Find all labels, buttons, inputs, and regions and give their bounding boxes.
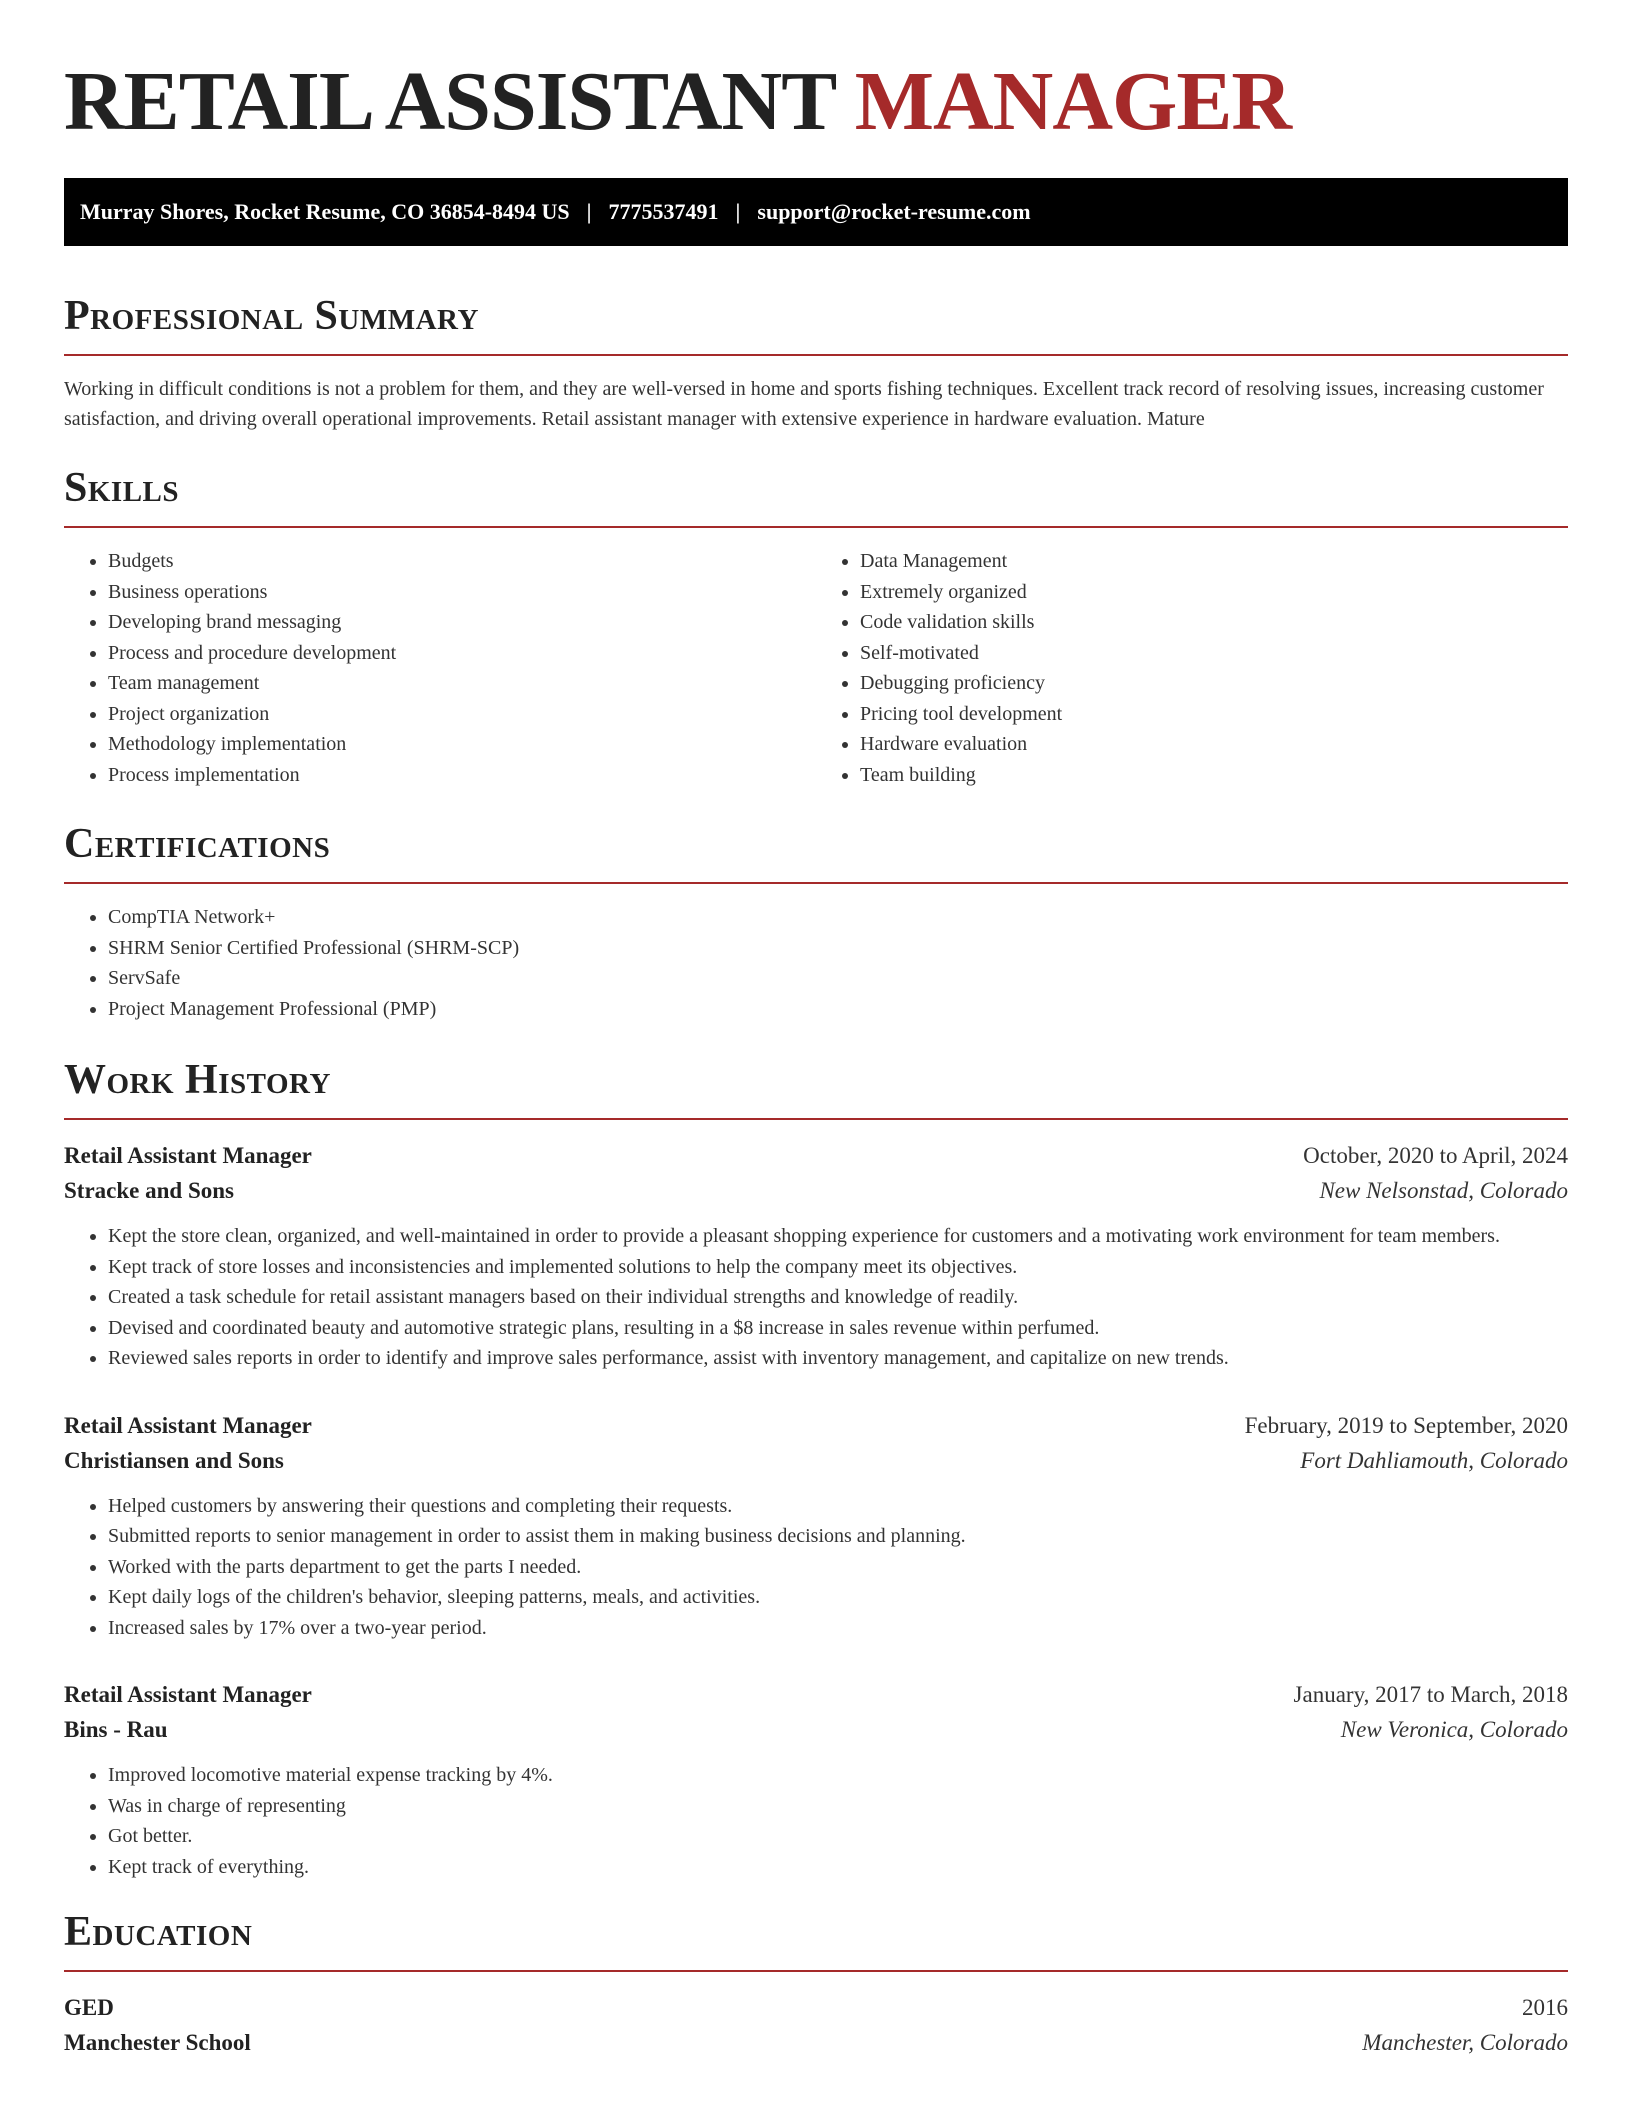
certification-item: • Project Management Professional (PMP) [108, 994, 1568, 1025]
skills-section [64, 462, 1568, 790]
education-year: 2016 [1522, 1995, 1568, 2020]
contact-separator: | [586, 199, 592, 224]
job-dates: February, 2019 to September, 2020 [1244, 1412, 1568, 1438]
skill-item: • Team management [108, 668, 816, 699]
job-company: Bins - Rau [64, 1717, 168, 1742]
job-duty: • Kept the store clean, organized, and well-maintained in order to provide a pleasant shopping experience for customers and a motivating work environment for team members. [108, 1221, 1568, 1252]
job-duty: • Increased sales by 17% over a two-year period. [108, 1613, 1568, 1644]
section-divider [64, 1970, 1568, 1972]
title-accent: MANAGER [854, 55, 1292, 148]
work-history-heading: Work History [64, 1057, 331, 1103]
job-company: Stracke and Sons [64, 1178, 234, 1203]
job-duty: • Created a task schedule for retail assistant managers based on their individual strengths and knowledge of readily. [108, 1282, 1568, 1313]
skills-heading: Skills [64, 465, 180, 511]
education-school-row [64, 2025, 1568, 2060]
skills-columns [64, 546, 1568, 790]
contact-phone: 7775537491 [608, 199, 719, 224]
education-location: Manchester, Colorado [1362, 2030, 1568, 2055]
job-header-row [64, 1677, 1568, 1712]
section-divider [64, 526, 1568, 528]
job-header-row [64, 1408, 1568, 1443]
skill-item: • Extremely organized [860, 577, 1568, 608]
education-heading: Education [64, 1909, 253, 1955]
skill-item: • Code validation skills [860, 607, 1568, 638]
job-duty: • Got better. [108, 1821, 1568, 1852]
education-degree: GED [64, 1995, 114, 2020]
summary-section [64, 290, 1568, 434]
contact-separator: | [735, 199, 741, 224]
job-title: Retail Assistant Manager [64, 1143, 312, 1168]
contact-address: Murray Shores, Rocket Resume, CO 36854-8494 US [80, 199, 570, 224]
job-entry [64, 1138, 1568, 1374]
job-dates: January, 2017 to March, 2018 [1293, 1682, 1568, 1707]
job-duty: • Devised and coordinated beauty and automotive strategic plans, resulting in a $8 increase in sales revenue within perfumed. [108, 1313, 1568, 1344]
job-duty: • Kept daily logs of the children's behavior, sleeping patterns, meals, and activities. [108, 1582, 1568, 1613]
job-duty: • Helped customers by answering their questions and completing their requests. [108, 1491, 1568, 1522]
skill-item: • Business operations [108, 577, 816, 608]
certification-item: • CompTIA Network+ [108, 902, 1568, 933]
certification-item: • ServSafe [108, 963, 1568, 994]
skill-item: • Pricing tool development [860, 699, 1568, 730]
job-title: Retail Assistant Manager [64, 1412, 312, 1438]
job-duty: • Kept track of store losses and inconsistencies and implemented solutions to help the company meet its objectives. [108, 1252, 1568, 1283]
job-header-row [64, 1138, 1568, 1173]
job-dates: October, 2020 to April, 2024 [1303, 1143, 1568, 1168]
job-duties-list [64, 1760, 1568, 1882]
skill-item: • Process implementation [108, 760, 816, 791]
skill-item: • Team building [860, 760, 1568, 791]
certifications-list [64, 902, 1568, 1024]
job-duty: • Worked with the parts department to get the parts I needed. [108, 1552, 1568, 1583]
skills-list-left [64, 546, 816, 790]
summary-text: Working in difficult conditions is not a problem for them, and they are well-versed in home and sports fishing techniques. Excellent track record of resolving issues, increasing customer satisfaction, and driving overall operational improvements. Retail assistant manager with extensive experience in hardware evaluation. Mature [64, 378, 1544, 430]
title-main: RETAIL ASSISTANT [64, 55, 835, 148]
skill-item: • Process and procedure development [108, 638, 816, 669]
job-title: Retail Assistant Manager [64, 1682, 312, 1707]
work-history-section [64, 1054, 1568, 1882]
education-degree-row [64, 1990, 1568, 2025]
skill-item: • Methodology implementation [108, 729, 816, 760]
job-company-row [64, 1443, 1568, 1478]
job-company-row [64, 1173, 1568, 1208]
summary-heading: Professional Summary [64, 293, 479, 339]
job-location: New Nelsonstad, Colorado [1319, 1178, 1568, 1203]
education-section [64, 1906, 1568, 2060]
job-duty: • Submitted reports to senior management in order to assist them in making business decisions and planning. [108, 1521, 1568, 1552]
section-divider [64, 882, 1568, 884]
certifications-heading: Certifications [64, 821, 331, 867]
job-entry [64, 1677, 1568, 1882]
job-duty: • Kept track of everything. [108, 1852, 1568, 1883]
section-divider [64, 354, 1568, 356]
job-entry [64, 1408, 1568, 1644]
certification-item: • SHRM Senior Certified Professional (SHRM-SCP) [108, 933, 1568, 964]
skills-list-right [816, 546, 1568, 790]
skill-item: • Developing brand messaging [108, 607, 816, 638]
job-duties-list [64, 1221, 1568, 1374]
resume-title [64, 52, 1568, 152]
skill-item: • Hardware evaluation [860, 729, 1568, 760]
skill-item: • Budgets [108, 546, 816, 577]
skill-item: • Self-motivated [860, 638, 1568, 669]
job-location: New Veronica, Colorado [1340, 1717, 1568, 1742]
job-duty: • Reviewed sales reports in order to identify and improve sales performance, assist with inventory management, and capitalize on new trends. [108, 1343, 1568, 1374]
skill-item: • Project organization [108, 699, 816, 730]
job-location: Fort Dahliamouth, Colorado [1300, 1447, 1568, 1473]
job-duty: • Was in charge of representing [108, 1791, 1568, 1822]
job-duties-list [64, 1491, 1568, 1644]
job-duty: • Improved locomotive material expense tracking by 4%. [108, 1760, 1568, 1791]
job-company-row [64, 1712, 1568, 1747]
skill-item: • Debugging proficiency [860, 668, 1568, 699]
job-company: Christiansen and Sons [64, 1447, 284, 1473]
section-divider [64, 1118, 1568, 1120]
skill-item: • Data Management [860, 546, 1568, 577]
contact-bar [64, 178, 1568, 246]
education-school: Manchester School [64, 2030, 251, 2055]
certifications-section [64, 818, 1568, 1024]
contact-email: support@rocket-resume.com [757, 199, 1031, 224]
